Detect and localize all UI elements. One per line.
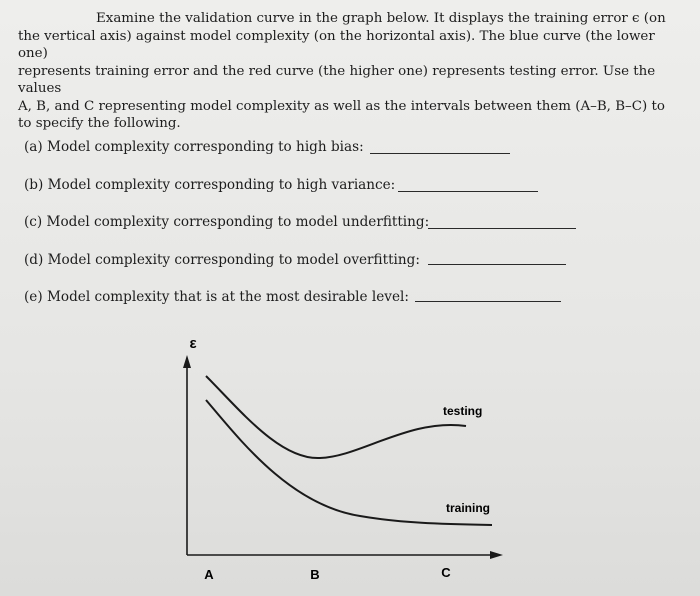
x-axis-arrow-icon [490,551,503,559]
x-tick-label-a: A [204,567,214,582]
series-label-training: training [446,501,490,515]
question-e-label: (e) Model complexity that is at the most desirable level: [24,289,409,305]
instructions-paragraph [18,10,688,133]
x-tick-label-c: C [441,565,451,580]
answer-blank-c[interactable] [428,228,576,229]
y-axis-arrow-icon [183,355,191,368]
question-a [24,139,364,155]
y-axis-label: ε [189,335,197,352]
question-b-label: (b) Model complexity corresponding to high variance: [24,177,396,193]
answer-blank-e[interactable] [415,301,561,302]
answer-blank-b[interactable] [398,191,538,192]
intro-line-3: represents training error and the red curve (the higher one) represents testing error. Use the values [18,63,656,96]
question-d-label: (d) Model complexity corresponding to model overfitting: [24,252,420,268]
intro-line-4: A, B, and C representing model complexity as well as the intervals between them (A–B, B–C) to [18,98,665,114]
question-c [24,214,429,230]
intro-line-5: to specify the following. [18,116,181,131]
series-label-testing: testing [443,404,483,418]
x-tick-label-b: B [310,567,320,582]
question-a-label: (a) Model complexity corresponding to high bias: [24,139,364,155]
question-e [24,289,409,305]
question-c-label: (c) Model complexity corresponding to model underfitting: [24,214,430,230]
question-d [24,252,420,268]
validation-curve-chart [0,320,700,596]
answer-blank-a[interactable] [370,153,510,154]
answer-blank-d[interactable] [428,264,566,265]
question-b [24,177,395,193]
intro-line-2: the vertical axis) against model complexity (on the horizontal axis). The blue curve (the lower one) [18,28,655,61]
intro-line-1: Examine the validation curve in the graph below. It displays the training error ϵ (on [96,11,666,26]
